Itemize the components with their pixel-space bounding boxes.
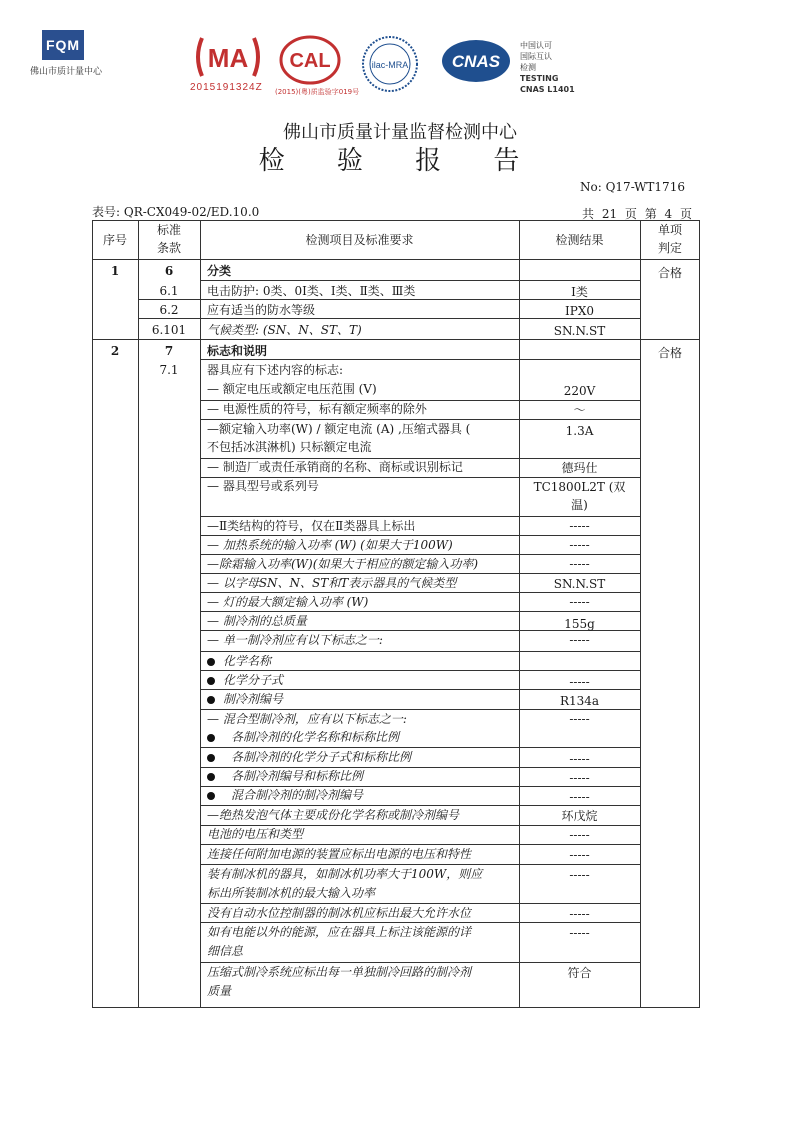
sec2-intro: 器具应有下述内容的标志:	[207, 363, 344, 377]
sec2-row-result: -----	[569, 519, 590, 533]
sec1-row-item: 电击防护: 0类、0Ⅰ类、Ⅰ类、Ⅱ类、Ⅲ类	[207, 284, 416, 298]
bullet-text: 混合制冷剂的制冷剂编号	[231, 788, 364, 802]
sec2-row-result-cont: 温)	[571, 498, 588, 512]
sec2-row-item: —Ⅱ类结构的符号，仅在Ⅱ类器具上标出	[207, 519, 416, 533]
fqm-logo: FQM	[42, 30, 84, 60]
bullet-icon	[207, 658, 215, 666]
sec2-row-item: — 灯的最大额定输入功率 (W)	[207, 595, 369, 609]
header-clause: 标准	[156, 223, 181, 237]
sec2-row-item: 电池的电压和类型	[207, 827, 304, 841]
sec2-row-item: 如有电能以外的能源，应在器具上标注该能源的详	[207, 925, 472, 939]
sec1-seq: 1	[110, 264, 120, 278]
sec2-row-result: -----	[569, 868, 590, 882]
sec2-seq: 2	[110, 344, 120, 358]
bullet-text: 化学名称	[223, 654, 272, 668]
sec2-row-item: 连接任何附加电源的装置应标出电源的电压和特性	[207, 847, 472, 861]
sec1-row-item: 应有适当的防水等级	[207, 303, 316, 317]
sec2-row-result: 符合	[567, 966, 592, 980]
sec2-row-result: 155g	[564, 617, 595, 631]
ilac-mra-logo	[360, 34, 420, 94]
sec2-row-item	[207, 673, 283, 687]
sec2-row-item	[207, 750, 411, 764]
bullet-icon	[207, 754, 215, 762]
cnas-text-line: CNAS L1401	[520, 85, 575, 94]
sec2-subclause: 7.1	[159, 363, 179, 377]
sec2-row-item-cont: 细信息	[207, 944, 244, 958]
inspection-table	[92, 220, 700, 1008]
form-number: 表号: QR-CX049-02/ED.10.0	[92, 205, 260, 219]
sec1-row-item: 气候类型: (SN、N、ST、T)	[207, 323, 362, 337]
sec2-row-item	[207, 730, 399, 744]
sec2-row-item: 没有自动水位控制器的制冰机应标出最大允许水位	[207, 906, 472, 920]
sec2-row-result: -----	[569, 828, 590, 842]
sec2-row-item: —绝热发泡气体主要成份化学名称或制冷剂编号	[207, 808, 460, 822]
fqm-caption: 佛山市质计量中心	[30, 67, 103, 77]
sec2-row-item: — 电源性质的符号，标有额定频率的除外	[207, 402, 427, 416]
bullet-icon	[207, 773, 215, 781]
sec2-row-item: — 加热系统的输入功率 (W) (如果大于100W)	[207, 538, 453, 552]
sec2-row-result: ～	[573, 403, 586, 417]
sec2-row-result: -----	[569, 712, 590, 726]
sec2-verdict: 合格	[657, 346, 682, 360]
sec2-row-item-cont: 不包括冰淇淋机) 只标额定电流	[207, 440, 372, 454]
sec1-row-clause: 6.101	[151, 323, 187, 337]
bullet-icon	[207, 792, 215, 800]
cal-number: (2015)(粤)质监验字019号	[275, 88, 360, 96]
header-clause: 条款	[156, 241, 181, 255]
report-title: 检 验 报 告	[258, 146, 542, 176]
sec2-row-item: 装有制冰机的器具，如制冰机功率大于100W，则应	[207, 867, 483, 881]
sec2-row-result: R134a	[559, 694, 600, 708]
sec2-row-item: —除霜输入功率(W)(如果大于相应的额定输入功率)	[207, 557, 479, 571]
sec2-row-result: -----	[569, 557, 590, 571]
header-verdict: 判定	[657, 241, 682, 255]
bullet-icon	[207, 696, 215, 704]
cnas-text-line: 中国认可	[520, 41, 552, 50]
header-result: 检测结果	[555, 233, 604, 247]
sec2-row-item	[207, 654, 271, 668]
ma-number: 2015191324Z	[190, 82, 263, 93]
sec2-row-item-cont: 标出所装制冰机的最大输入功率	[207, 886, 376, 900]
sec2-row-item	[207, 788, 363, 802]
org-name: 佛山市质量计量监督检测中心	[283, 122, 517, 143]
page-info: 共 21 页 第 4 页	[582, 207, 692, 221]
sec1-row-clause: 6.2	[159, 303, 179, 317]
sec1-title: 分类	[207, 264, 232, 278]
sec2-row-item: — 制冷剂的总质量	[207, 614, 307, 628]
bullet-icon	[207, 677, 215, 685]
bullet-text: 各制冷剂的化学名称和标称比例	[231, 730, 400, 744]
sec2-row-result: -----	[569, 633, 590, 647]
ma-mark: MA	[207, 43, 249, 73]
cnas-text-line: 检测	[520, 63, 536, 72]
sec1-row-result: Ⅰ类	[571, 285, 588, 299]
cnas-text-line: 国际互认	[520, 52, 552, 61]
report-number: No: Q17-WT1716	[580, 180, 685, 194]
header-verdict: 单项	[657, 223, 682, 237]
sec2-row-result: -----	[569, 675, 590, 689]
sec2-row-result: -----	[569, 771, 590, 785]
header-item: 检测项目及标准要求	[305, 233, 414, 247]
sec2-row-item: — 额定电压或额定电压范围 (V)	[207, 382, 377, 396]
sec2-row-result: -----	[569, 926, 590, 940]
sec2-row-result: -----	[569, 538, 590, 552]
sec1-row-result: SN.N.ST	[553, 324, 606, 338]
bullet-text: 各制冷剂的化学分子式和标称比例	[231, 750, 412, 764]
bullet-icon	[207, 734, 215, 742]
cal-logo	[278, 34, 342, 86]
sec2-row-item: — 器具型号或系列号	[207, 479, 319, 493]
cal-mark: CAL	[289, 50, 331, 72]
sec2-clause: 7	[164, 344, 174, 358]
sec2-row-item	[207, 692, 283, 706]
sec2-row-result: SN.N.ST	[553, 577, 606, 591]
sec1-verdict: 合格	[657, 266, 682, 280]
sec2-row-item: —额定输入功率(W) / 额定电流 (A) ,压缩式器具 (	[207, 422, 471, 436]
sec2-row-result: -----	[569, 752, 590, 766]
sec1-clause: 6	[164, 264, 174, 278]
sec2-row-result: 德玛仕	[561, 461, 598, 475]
sec2-row-item: — 制造厂或责任承销商的名称、商标或识别标记	[207, 460, 463, 474]
sec1-row-result: IPX0	[565, 304, 594, 318]
bullet-text: 制冷剂编号	[223, 692, 284, 706]
sec2-row-item: 压缩式制冷系统应标出每一单独制冷回路的制冷剂	[207, 965, 472, 979]
sec2-row-result: 220V	[563, 384, 596, 398]
sec2-row-item-cont: 质量	[207, 984, 232, 998]
sec2-title: 标志和说明	[207, 344, 268, 358]
header-seq: 序号	[102, 233, 127, 247]
sec1-row-clause: 6.1	[159, 284, 179, 298]
ma-logo	[192, 36, 264, 78]
cnas-text	[520, 40, 575, 95]
sec2-row-result: -----	[569, 790, 590, 804]
sec2-row-result: -----	[569, 848, 590, 862]
sec2-row-item: — 混合型制冷剂，应有以下标志之一:	[207, 712, 407, 726]
cnas-text-line: TESTING	[520, 74, 559, 83]
sec2-row-result: -----	[569, 907, 590, 921]
ilac-mark: ilac-MRA	[371, 60, 409, 70]
sec2-row-result: -----	[569, 595, 590, 609]
sec2-row-result: 1.3A	[565, 424, 594, 438]
sec2-row-item: — 单一制冷剂应有以下标志之一:	[207, 633, 383, 647]
sec2-row-item	[207, 769, 363, 783]
cnas-mark: CNAS	[451, 52, 501, 71]
cnas-logo	[440, 38, 512, 84]
bullet-text: 化学分子式	[223, 673, 284, 687]
sec2-row-item: — 以字母SN、N、ST和T表示器具的气候类型	[207, 576, 457, 590]
sec2-row-result: TC1800L2T (双	[533, 480, 626, 494]
bullet-text: 各制冷剂编号和标称比例	[231, 769, 364, 783]
sec2-row-result: 环戊烷	[561, 809, 598, 823]
